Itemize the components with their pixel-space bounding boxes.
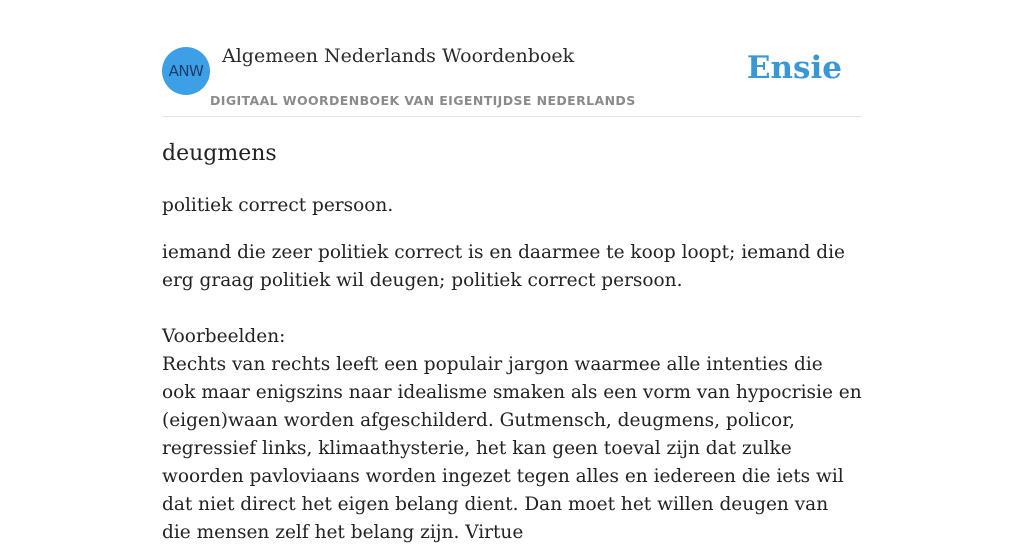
- examples-label: Voorbeelden:: [162, 326, 286, 347]
- entry-content: [162, 138, 862, 547]
- example-text: Rechts van rechts leeft een populair jargon waarmee alle intenties die ook maar enigszins naar idealisme smaken als een vorm van hypocrisie en (eigen)waan worden afgeschilderd. Gutmensch, deugmens, policor, regressief links, klimaathysterie, het kan geen toeval zijn dat zulke woorden pavloviaans worden ingezet tegen alles en iedereen die iets wil dat niet direct het eigen belang dient. Dan moet het willen deugen van die mensen zelf het belang zijn. Virtue: [162, 354, 862, 543]
- site-header: [162, 0, 862, 117]
- headword: deugmens: [162, 141, 277, 166]
- anw-logo[interactable]: [162, 47, 210, 95]
- logo-text: ANW: [168, 62, 204, 80]
- site-title[interactable]: Algemeen Nederlands Woordenboek: [222, 45, 575, 67]
- site-subtitle: DIGITAAL WOORDENBOEK VAN EIGENTIJDSE NEDERLANDS: [210, 93, 636, 108]
- long-definition: iemand die zeer politiek correct is en daarmee te koop loopt; iemand die erg graag politiek wil deugen; politiek correct persoon.: [162, 242, 845, 291]
- ensie-brand-logo[interactable]: Ensie: [746, 50, 842, 86]
- spacer: [162, 295, 862, 323]
- short-definition: politiek correct persoon.: [162, 195, 394, 216]
